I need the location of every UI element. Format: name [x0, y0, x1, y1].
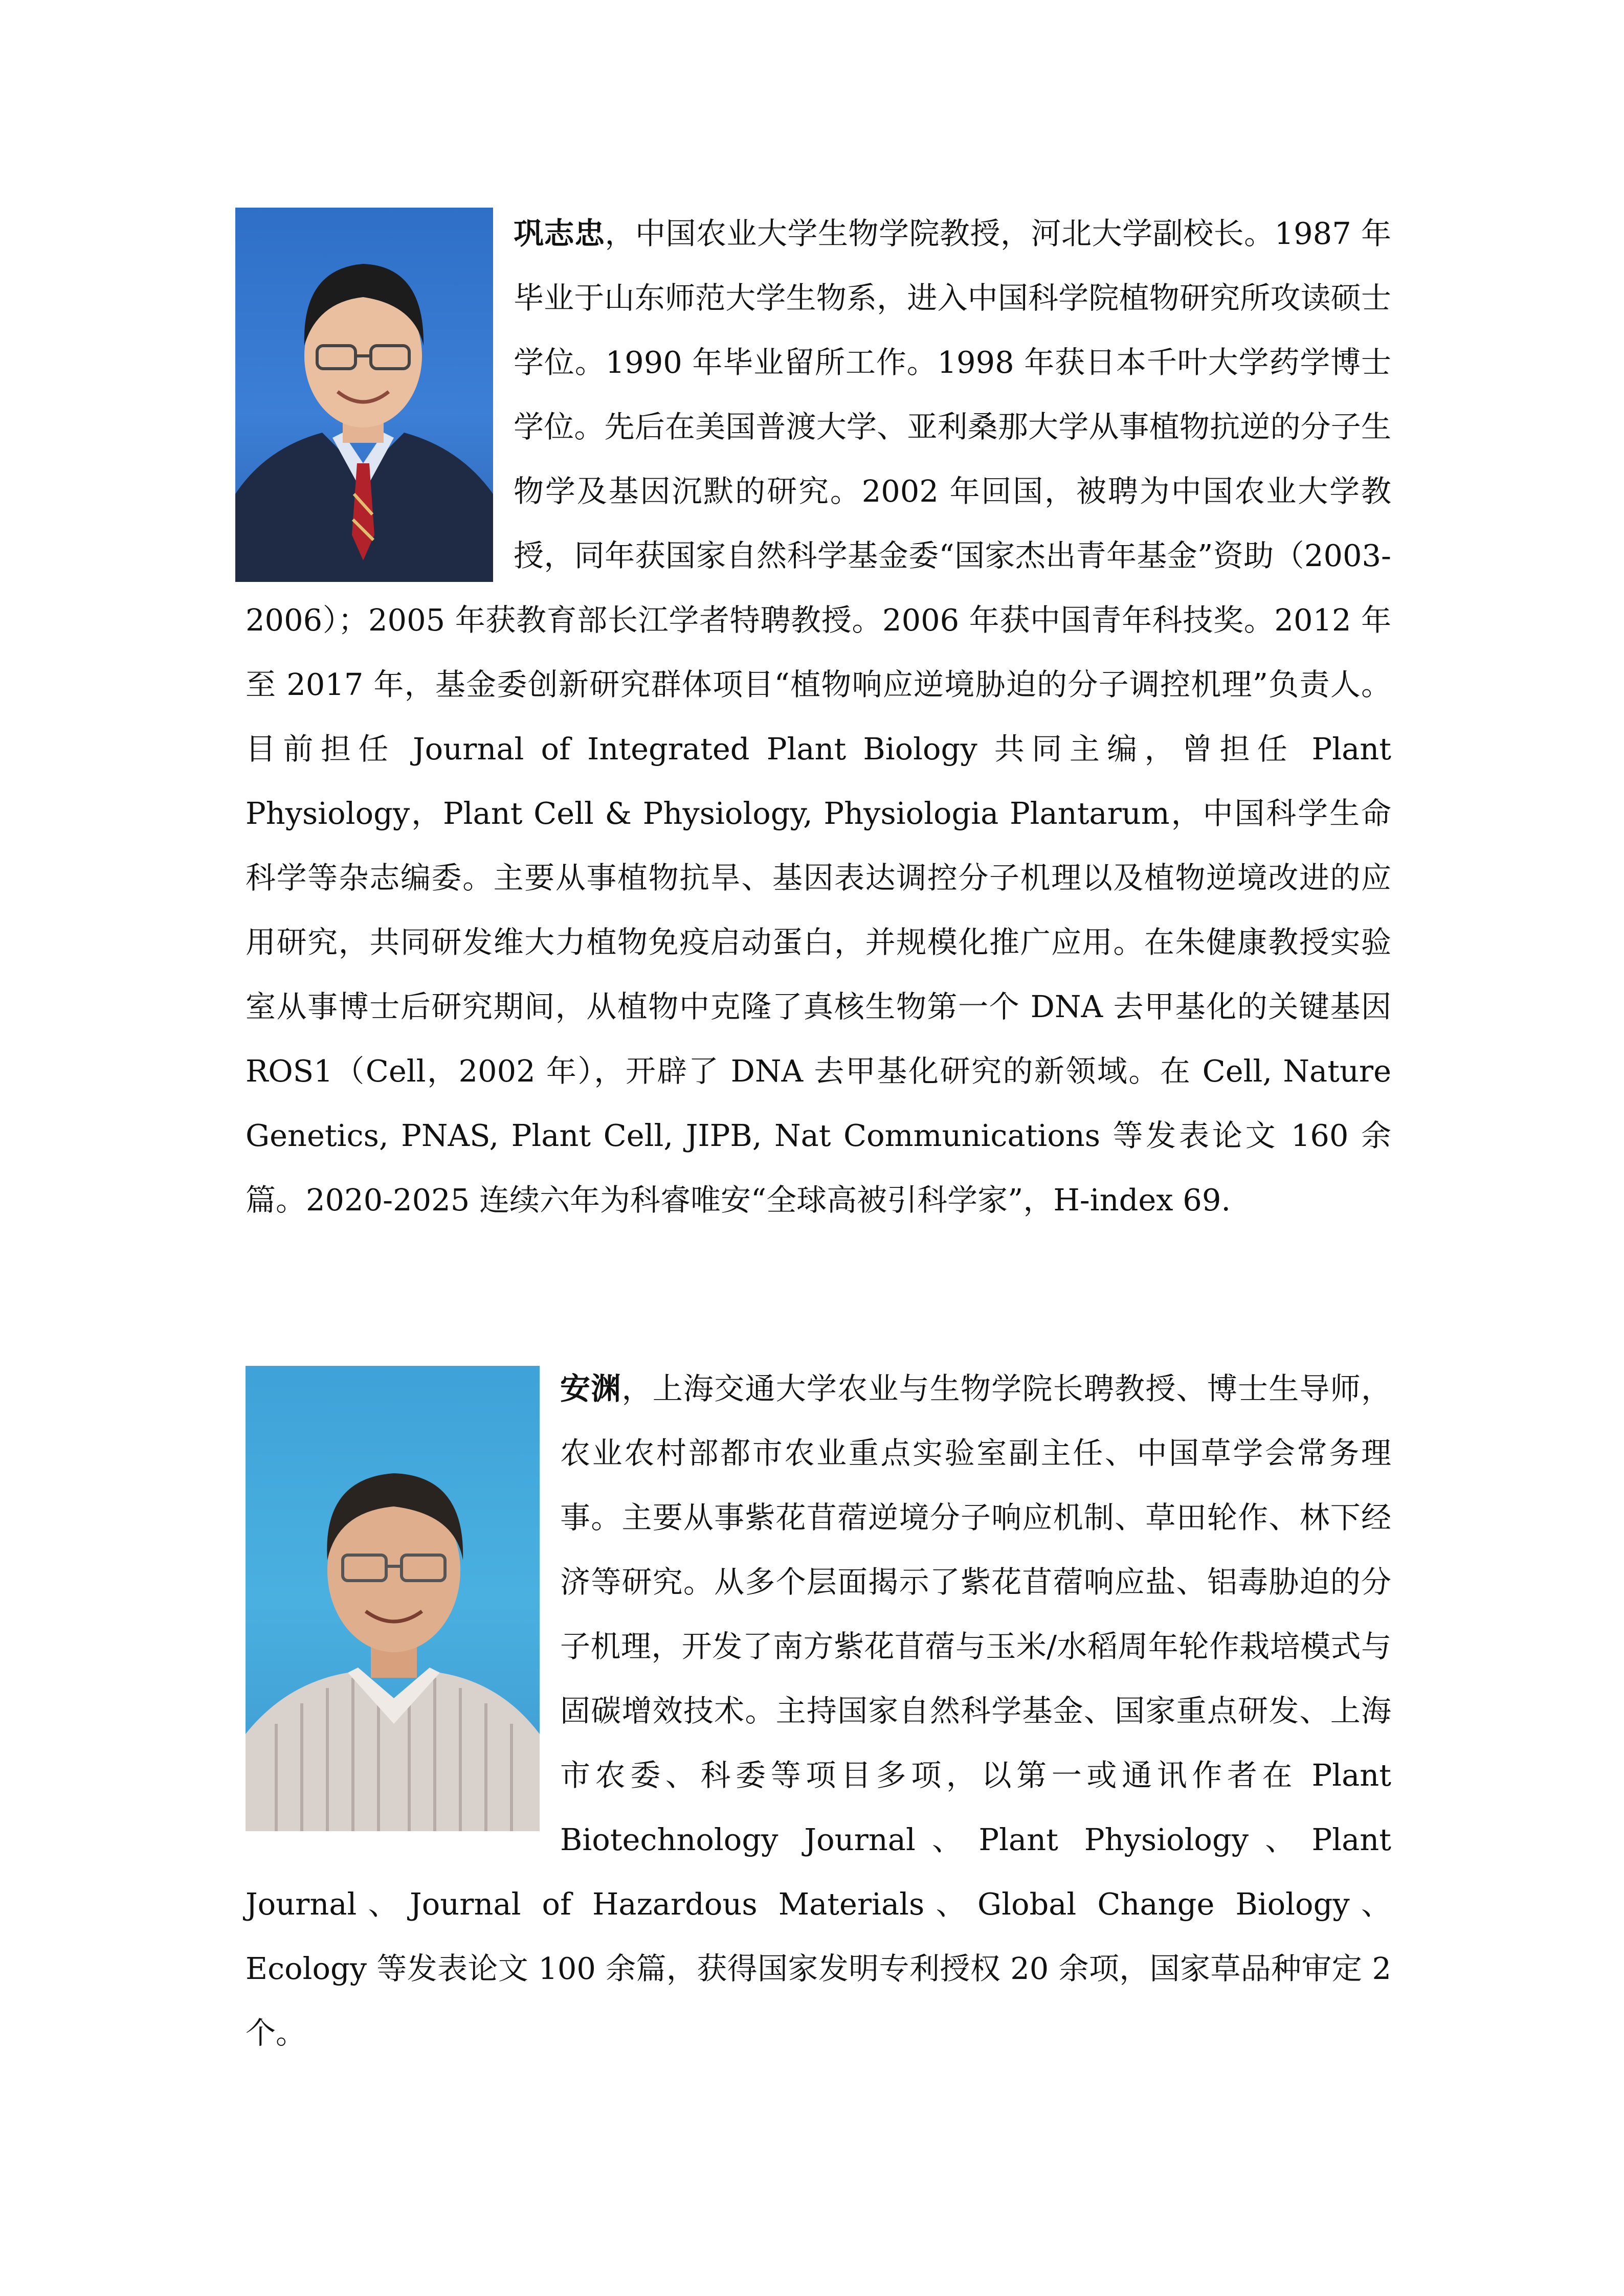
bio-text-2: ，上海交通大学农业与生物学院长聘教授、博士生导师，农业农村部都市农业重点实验室副主任、中国草学会常务理事。主要从事紫花苜蓿逆境分子响应机制、草田轮作、林下经济等研究。从多个层面揭示了紫花苜蓿响应盐、铝毒胁迫的分子机理，开发了南方紫花苜蓿与玉米/水稻周年轮作栽培模式与固碳增效技术。主持国家自然科学基金、国家重点研发、上海市农委、科委等项目多项，以第一或通讯作者在 Plant Biotechnology Journal、Plant Physiology、Plant Journal、Journal of Hazardous Materials、Global Change Biology、Ecology 等发表论文 100 余篇，获得国家发明专利授权 20 余项，国家草品种审定 2 个。: [246, 1371, 1391, 2051]
portrait-photo-icon: [246, 1366, 540, 1831]
person-name-1: 巩志忠: [514, 216, 605, 251]
portrait-photo-1: [235, 208, 493, 582]
bio-section-1: [246, 201, 1391, 1232]
portrait-photo-icon: [235, 208, 493, 582]
person-name-2: 安渊: [560, 1371, 622, 1406]
bio-section-2: [246, 1357, 1391, 2065]
bio-text-1: ，中国农业大学生物学院教授，河北大学副校长。1987 年毕业于山东师范大学生物系，进入中国科学院植物研究所攻读硕士学位。1990 年毕业留所工作。1998 年获日本千叶大学药学博士学位。先后在美国普渡大学、亚利桑那大学从事植物抗逆的分子生物学及基因沉默的研究。2002 年回国，被聘为中国农业大学教授，同年获国家自然科学基金委“国家杰出青年基金”资助（2003-2006）；2005 年获教育部长江学者特聘教授。2006 年获中国青年科技奖。2012 年至 2017 年，基金委创新研究群体项目“植物响应逆境胁迫的分子调控机理”负责人。目前担任 Journal of Integrated Plant Biology 共同主编，曾担任 Plant Physiology，Plant Cell & Physiology, Physiologia Plantarum，中国科学生命科学等杂志编委。主要从事植物抗旱、基因表达调控分子机理以及植物逆境改进的应用研究，共同研发维大力植物免疫启动蛋白，并规模化推广应用。在朱健康教授实验室从事博士后研究期间，从植物中克隆了真核生物第一个 DNA 去甲基化的关键基因 ROS1（Cell，2002 年），开辟了 DNA 去甲基化研究的新领域。在 Cell, Nature Genetics, PNAS, Plant Cell, JIPB, Nat Communications 等发表论文 160 余篇。2020-2025 连续六年为科睿唯安“全球高被引科学家”，H-index 69.: [246, 216, 1391, 1218]
portrait-photo-2: [246, 1366, 540, 1831]
